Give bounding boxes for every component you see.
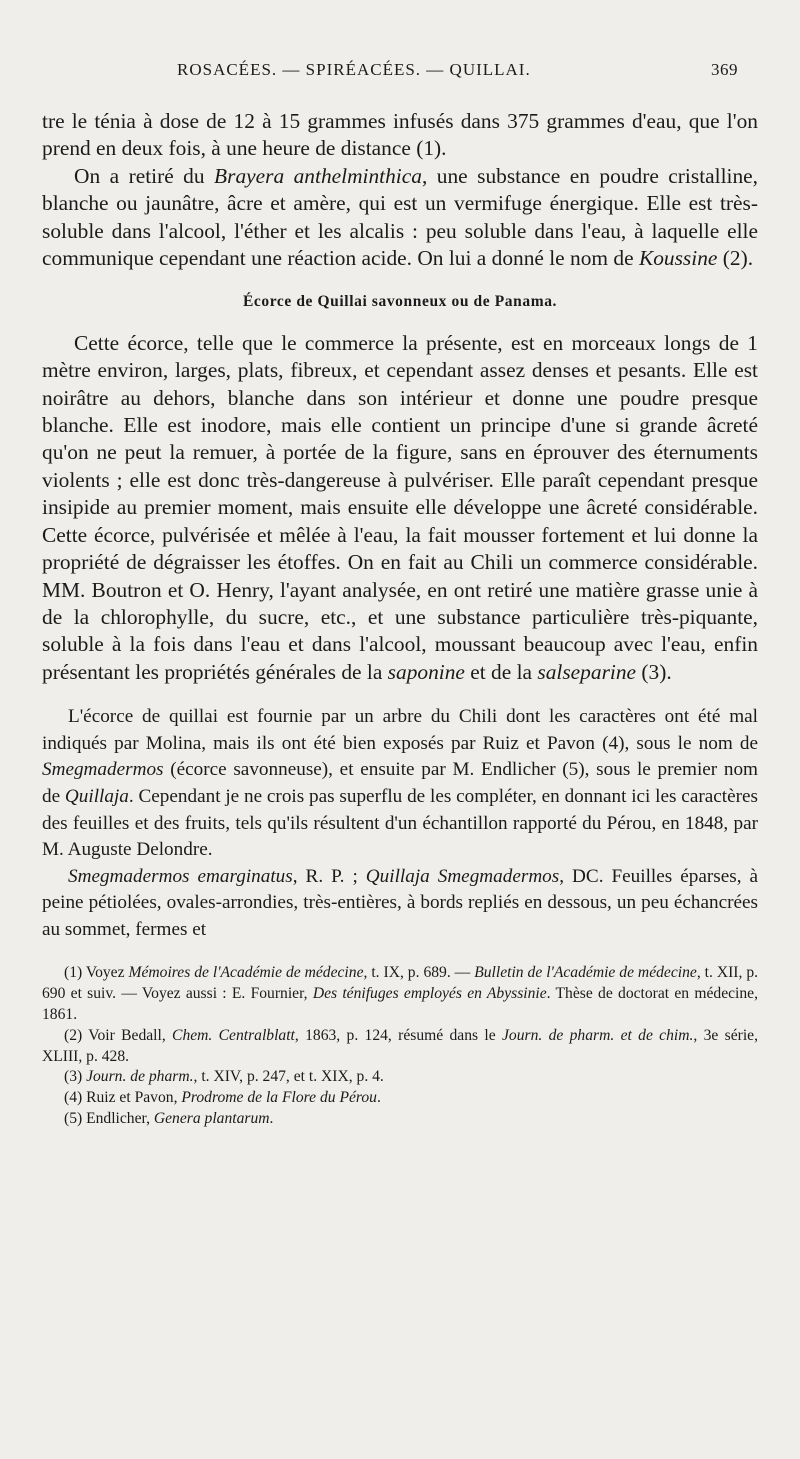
citation-title: Bulletin de l'Académie de médecine	[474, 964, 697, 982]
text-run: , t. IX, p. 689. —	[363, 964, 475, 982]
substance-name: saponine	[387, 659, 465, 684]
page-number: 369	[711, 60, 738, 79]
text-run: (2).	[717, 246, 754, 271]
text-run: (écorce savonneuse), et ensuite par M. Endlicher (5), sous le premier nom de	[42, 759, 758, 807]
text-run: (3)	[64, 1068, 87, 1086]
citation-title: Chem. Centralblatt	[172, 1026, 295, 1044]
citation-title: Mémoires de l'Académie de médecine	[128, 964, 364, 982]
substance-name: salseparine	[537, 659, 637, 684]
substance-name: Koussine	[638, 246, 718, 271]
text-run: (4) Ruiz et Pavon,	[64, 1089, 182, 1107]
footnote-2	[42, 1026, 758, 1068]
paragraph-continuation	[42, 108, 758, 163]
citation-title: Journ. de pharm. et de chim.	[501, 1026, 694, 1044]
text-run: et de la	[464, 659, 538, 684]
text-run: , R. P. ;	[292, 865, 366, 887]
text-run: , une substance en poudre cristalline, blanche ou jaunâtre, âcre et amère, qui est un vermifuge énergique. Elle est très-soluble dans l'alcool, l'éther et les alcalis : peu soluble dans l'eau, à laquelle elle communique cependant une réaction acide. On lui a donné le nom de	[42, 163, 758, 271]
paragraph-quillai-bark	[42, 330, 758, 686]
genus-name: Quillaja	[64, 785, 129, 807]
text-run: (2) Voir Bedall,	[64, 1026, 173, 1044]
text-run: , 1863, p. 124, résumé dans le	[294, 1026, 502, 1044]
paragraph-text: tre le ténia à dose de 12 à 15 grammes infusés dans 375 grammes d'eau, que l'on prend en deux fois, à une heure de distance (1).	[42, 109, 758, 161]
running-title: ROSACÉES. — SPIRÉACÉES. — QUILLAI.	[177, 60, 531, 79]
text-run: , t. XIV, p. 247, et t. XIX, p. 4.	[193, 1068, 384, 1086]
genus-name: Smegmadermos	[42, 759, 164, 781]
footnote-4	[42, 1088, 758, 1109]
paragraph-quillai-tree	[42, 704, 758, 864]
section-heading: Écorce de Quillai savonneux ou de Panama.	[242, 293, 558, 311]
species-name: Quillaja Smegmadermos	[365, 865, 560, 887]
text-run: .	[376, 1089, 381, 1107]
small-text-section	[42, 704, 758, 943]
footnote-5	[42, 1109, 758, 1130]
text-run: (1) Voyez	[64, 964, 129, 982]
text-run: Cette écorce, telle que le commerce la présente, est en morceaux longs de 1 mètre environ, larges, plats, fibreux, et cependant assez denses et pesants. Elle est noirâtre au dehors, blanche dans son intérieur et donne une poudre presque blanche. Elle est inodore, mais elle contient un principe d'une si grande âcreté qu'on ne peut la remuer, à portée de la figure, sans en éprouver des éternuments violents ; elle est donc très-dangereuse à pulvériser. Elle paraît cependant presque insipide au premier moment, mais ensuite elle développe une âcreté considérable. Cette écorce, pulvérisée et mêlée à l'eau, la fait mousser fortement et lui donne la propriété de dégraisser les étoffes. On en fait au Chili un commerce considérable. MM. Boutron et O. Henry, l'ayant analysée, en ont retiré une matière grasse unie à de la chlorophylle, du sucre, etc., et une substance particulière très-piquante, soluble à la fois dans l'eau et dans l'alcool, moussant beaucoup avec l'eau, enfin présentant les propriétés générales de la	[42, 330, 758, 684]
text-run: . Cependant je ne crois pas superflu de les compléter, en donnant ici les caractères des feuilles et des fruits, tels qu'ils résultent d'un échantillon rapporté du Pérou, en 1848, par M. Auguste Delondre.	[42, 785, 758, 861]
text-run: L'écorce de quillai est fournie par un arbre du Chili dont les caractères ont été mal indiqués par Molina, mais ils ont été bien exposés par Ruiz et Pavon (4), sous le nom de	[42, 706, 758, 754]
footnote-3	[42, 1067, 758, 1088]
citation-title: Genera plantarum	[153, 1110, 270, 1128]
text-run: , t. XII, p. 690 et suiv. — Voyez aussi : E. Fournier,	[42, 964, 759, 1003]
main-text	[42, 108, 758, 686]
paragraph-species-description	[42, 864, 758, 944]
footnotes	[42, 963, 758, 1129]
citation-title: Prodrome de la Flore du Pérou	[181, 1089, 377, 1107]
running-header	[42, 60, 758, 90]
species-name: Smegmadermos emarginatus	[68, 865, 293, 887]
text-run: , 3e série, XLIII, p. 428.	[42, 1026, 759, 1065]
species-name: Brayera anthelminthica	[214, 163, 422, 188]
text-run: On a retiré du	[74, 163, 215, 188]
text-run: (5) Endlicher,	[64, 1110, 154, 1128]
footnote-1	[42, 963, 758, 1025]
text-run: .	[269, 1110, 274, 1128]
citation-title: Journ. de pharm.	[86, 1068, 194, 1086]
citation-title: Des ténifuges employés en Abyssinie	[312, 985, 547, 1003]
text-run: , DC. Feuilles éparses, à peine pétiolées, ovales-arrondies, très-entières, à bords repliés en dessous, un peu échancrées au sommet, fermes et	[42, 865, 759, 940]
text-run: . Thèse de doctorat en médecine, 1861.	[42, 985, 758, 1024]
paragraph-brayera	[42, 163, 758, 273]
text-run: (3).	[636, 659, 672, 684]
